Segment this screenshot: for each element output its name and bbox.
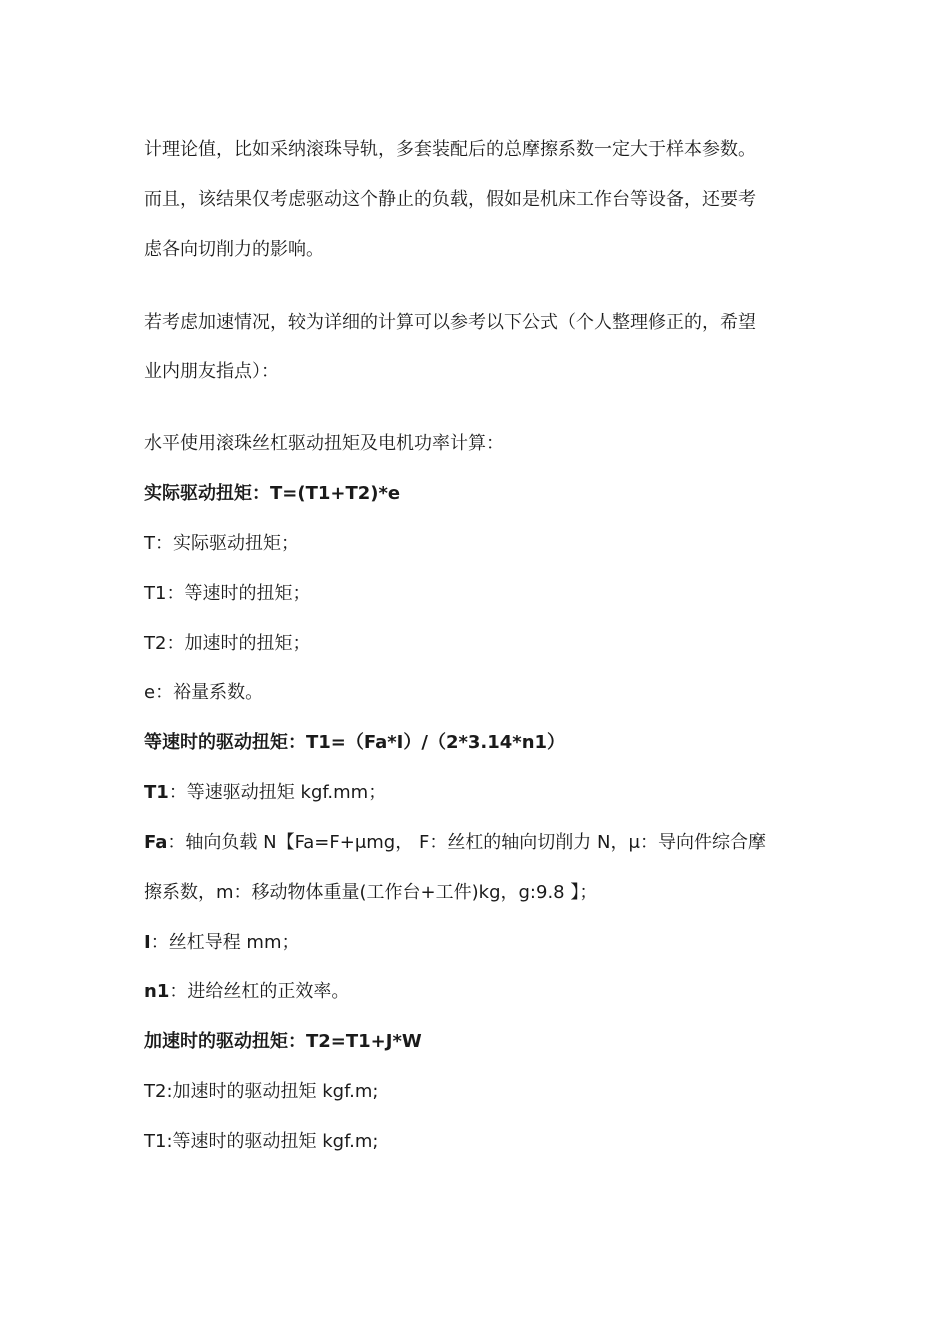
definition-line bbox=[144, 831, 804, 855]
definition-line: T1:等速时的驱动扭矩 kgf.m; bbox=[144, 1131, 379, 1152]
paragraph-line: 业内朋友指点）： bbox=[144, 361, 279, 382]
paragraph-line: 计理论值，比如采纳滚珠导轨，多套装配后的总摩擦系数一定大于样本参数。 bbox=[144, 139, 756, 160]
definition-line: T：实际驱动扭矩； bbox=[144, 533, 299, 554]
term-label: T1 bbox=[144, 782, 169, 803]
term-label: Fa bbox=[144, 832, 168, 853]
paragraph-line: 而且，该结果仅考虑驱动这个静止的负载，假如是机床工作台等设备，还要考 bbox=[144, 189, 756, 210]
definition-line: T2：加速时的扭矩； bbox=[144, 633, 311, 654]
definition-line bbox=[144, 931, 804, 955]
formula-heading: 加速时的驱动扭矩：T2=T1+J*W bbox=[144, 1031, 422, 1052]
formula-heading: 实际驱动扭矩：T=(T1+T2)*e bbox=[144, 483, 401, 504]
definition-line: T2:加速时的驱动扭矩 kgf.m; bbox=[144, 1081, 379, 1102]
paragraph-line: 若考虑加速情况，较为详细的计算可以参考以下公式（个人整理修正的，希望 bbox=[144, 312, 756, 333]
paragraph-line: 水平使用滚珠丝杠驱动扭矩及电机功率计算： bbox=[144, 433, 504, 454]
term-text: ：等速驱动扭矩 kgf.mm； bbox=[168, 782, 387, 803]
formula-heading: 等速时的驱动扭矩：T1=（Fa*I）/（2*3.14*n1） bbox=[144, 732, 566, 753]
term-text: ：轴向负载 N【Fa=F+μmg， F：丝杠的轴向切削力 N，μ：导向件综合摩 bbox=[167, 832, 766, 853]
definition-line: 擦系数，m：移动物体重量(工作台+工件)kg，g:9.8 】； bbox=[144, 882, 598, 903]
term-text: ：进给丝杠的正效率。 bbox=[169, 981, 350, 1002]
definition-line: e：裕量系数。 bbox=[144, 682, 264, 703]
definition-line bbox=[144, 980, 804, 1004]
term-label: I bbox=[144, 932, 151, 953]
paragraph-line: 虑各向切削力的影响。 bbox=[144, 239, 324, 260]
definition-line: T1：等速时的扭矩； bbox=[144, 583, 311, 604]
definition-line bbox=[144, 781, 804, 805]
term-text: ：丝杠导程 mm； bbox=[150, 932, 300, 953]
term-label: n1 bbox=[144, 981, 170, 1002]
